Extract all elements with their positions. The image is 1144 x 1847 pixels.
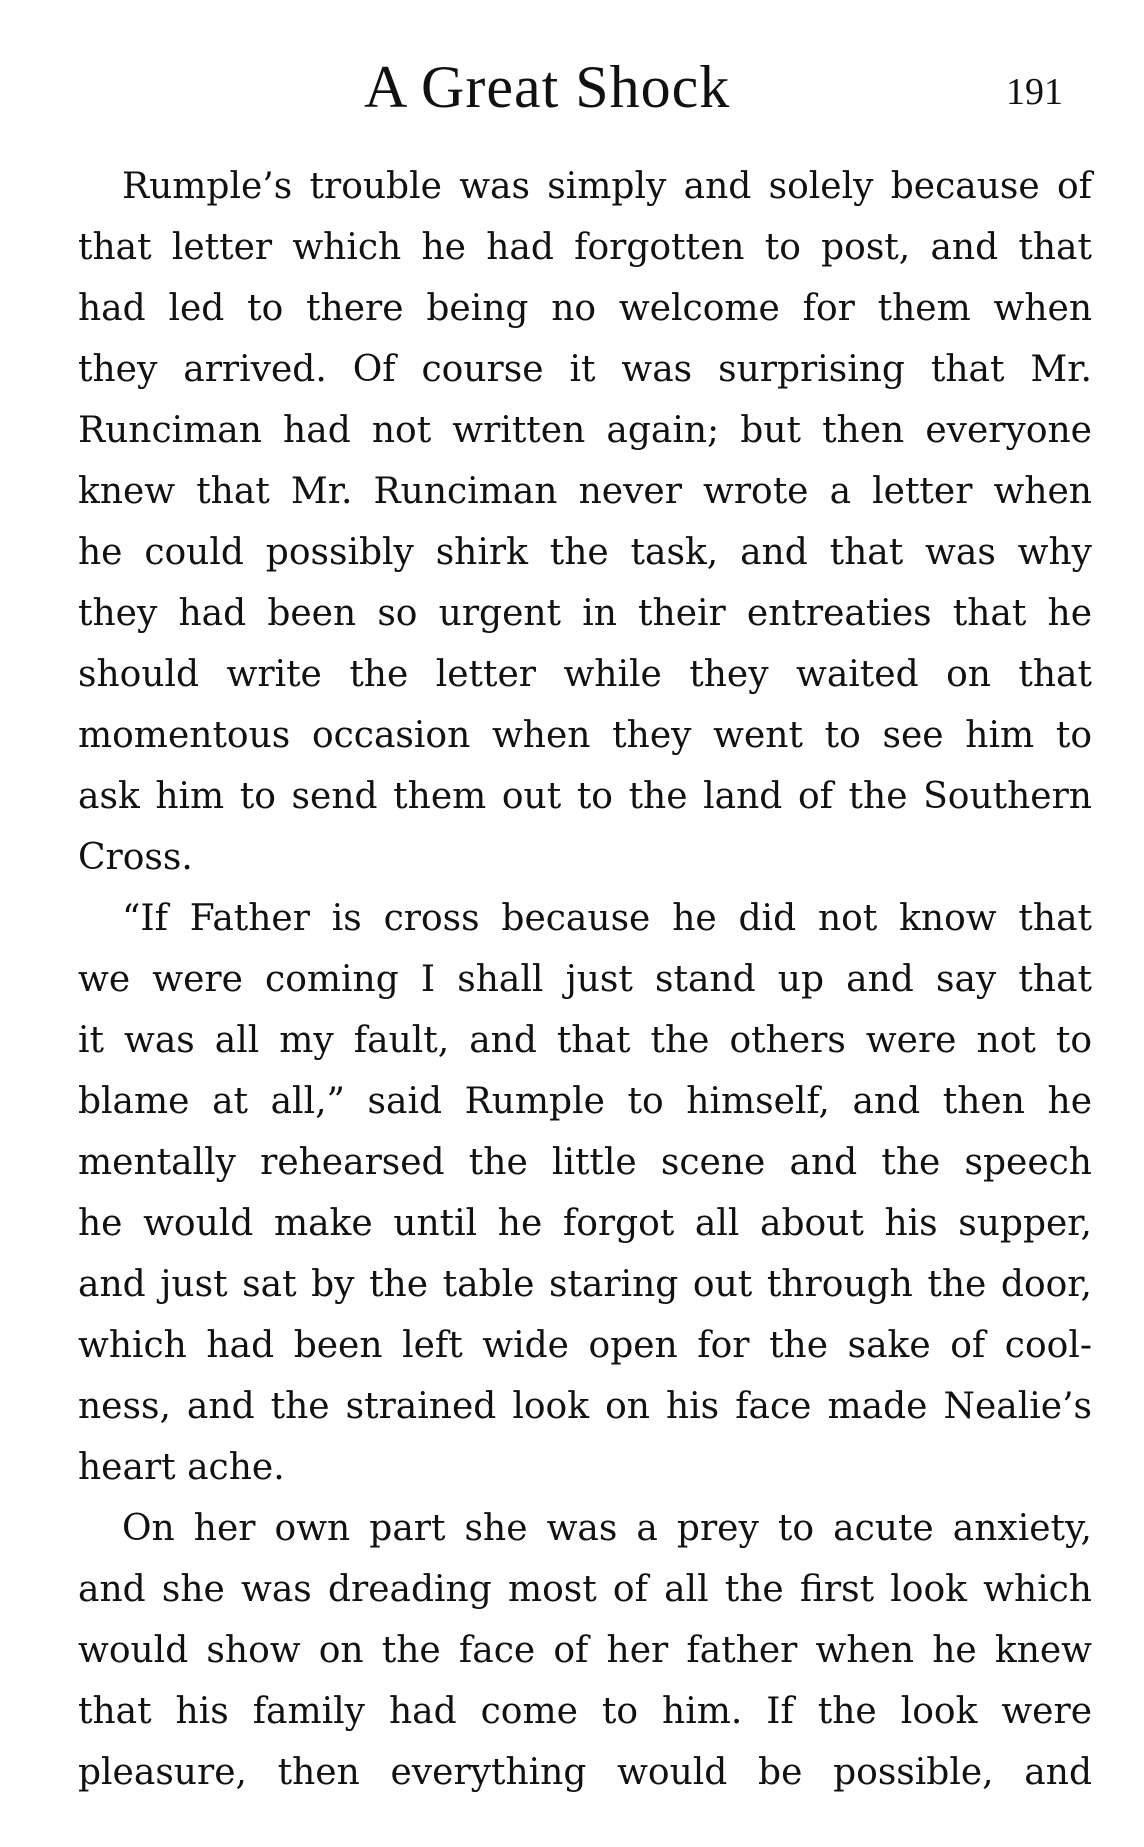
text-line: he would make until he forgot all about his supper, [78,1203,1092,1244]
text-line: that letter which he had forgotten to post, and that [78,227,1092,268]
text-line: ask him to send them out to the land of the Southern [78,776,1092,817]
text-line: had led to there being no welcome for them when [78,288,1092,329]
text-line: Cross. [78,837,193,878]
body-text [78,156,1092,1803]
text-line: pleasure, then everything would be possible, and [78,1752,1092,1793]
text-line: would show on the face of her father when he knew [78,1630,1092,1671]
text-line: and just sat by the table staring out through the door, [78,1264,1092,1305]
text-line: On her own part she was a prey to acute anxiety, [122,1508,1092,1549]
paragraph [78,888,1092,1498]
page-number: 191 [1006,71,1063,113]
text-line: blame at all,” said Rumple to himself, and then he [78,1081,1092,1122]
paragraph [78,156,1092,888]
text-line: heart ache. [78,1447,285,1488]
text-line: Rumple’s trouble was simply and solely because of [122,166,1092,207]
text-line: which had been left wide open for the sake of cool- [78,1325,1092,1366]
text-line: should write the letter while they waited on that [78,654,1092,695]
paragraph [78,1498,1092,1803]
text-line: mentally rehearsed the little scene and the speech [78,1142,1092,1183]
text-line: it was all my fault, and that the others were not to [78,1020,1092,1061]
text-line: we were coming I shall just stand up and say that [78,959,1092,1000]
text-line: Runciman had not written again; but then everyone [78,410,1092,451]
text-line: that his family had come to him. If the look were [78,1691,1092,1732]
text-line: knew that Mr. Runciman never wrote a letter when [78,471,1092,512]
chapter-title: A Great Shock [364,54,731,120]
text-line: they had been so urgent in their entreaties that he [78,593,1092,634]
text-line: ness, and the strained look on his face made Nealie’s [78,1386,1092,1427]
text-line: momentous occasion when they went to see him to [78,715,1092,756]
text-line: he could possibly shirk the task, and that was why [78,532,1092,573]
running-head [0,52,1144,122]
text-line: they arrived. Of course it was surprising that Mr. [78,349,1092,390]
text-line: “If Father is cross because he did not know that [122,898,1092,939]
text-line: and she was dreading most of all the first look which [78,1569,1092,1610]
